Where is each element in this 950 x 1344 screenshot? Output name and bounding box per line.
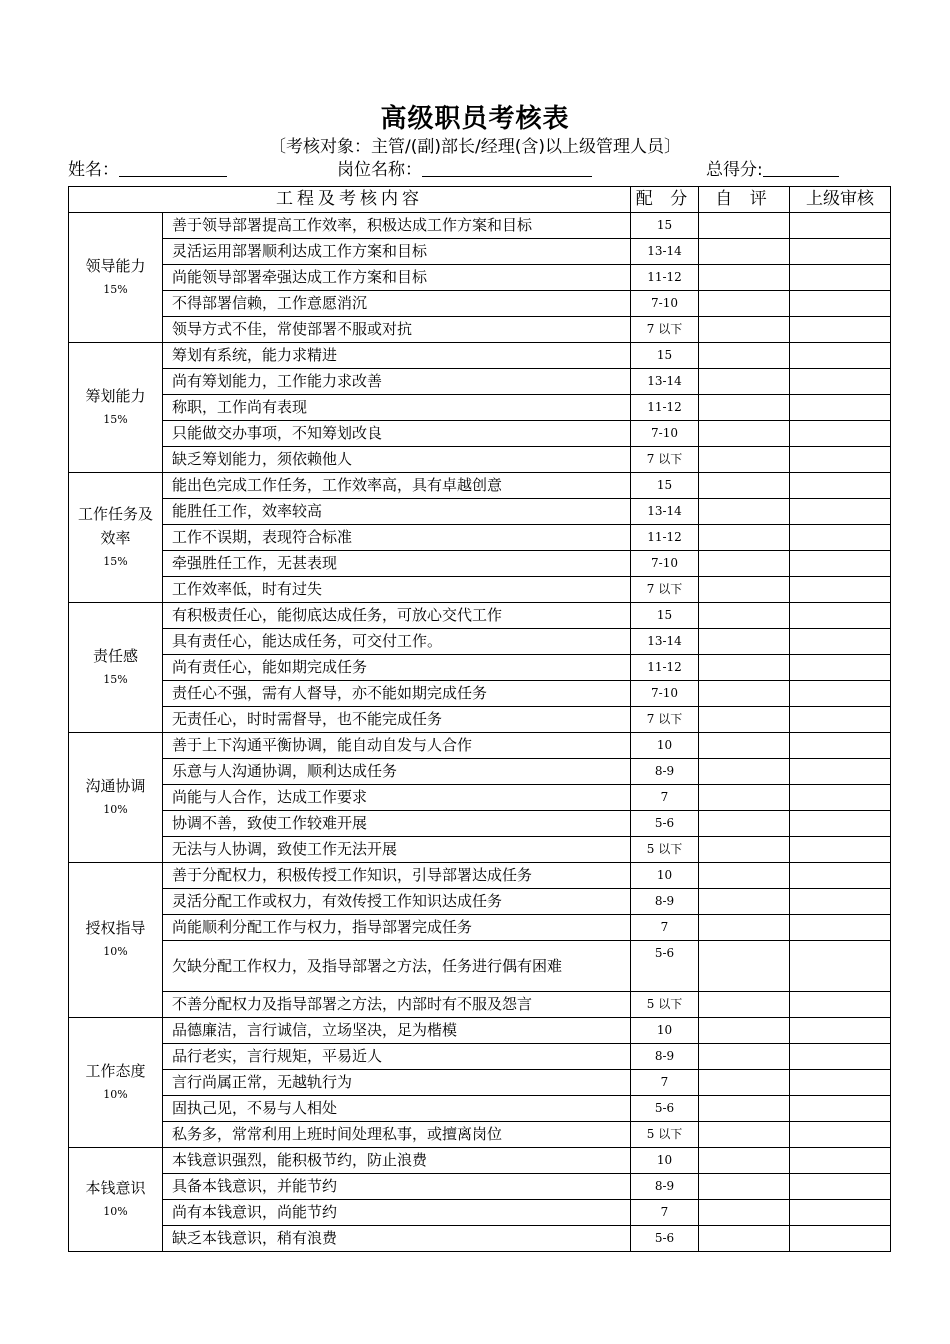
table-row <box>69 811 891 837</box>
score-cell: 11-12 <box>631 525 699 551</box>
criteria-text: 无责任心，时时需督导，也不能完成任务 <box>163 707 631 733</box>
table-row <box>69 707 891 733</box>
table-row <box>69 499 891 525</box>
superior-review-cell[interactable] <box>790 603 891 629</box>
self-eval-cell[interactable] <box>699 785 790 811</box>
criteria-text: 不善分配权力及指导部署之方法，内部时有不服及怨言 <box>163 992 631 1018</box>
table-row <box>69 941 891 992</box>
score-cell: 13-14 <box>631 239 699 265</box>
superior-review-cell[interactable] <box>790 421 891 447</box>
self-eval-cell[interactable] <box>699 369 790 395</box>
self-eval-cell[interactable] <box>699 343 790 369</box>
score-cell: 7-10 <box>631 291 699 317</box>
total-score-label: 总得分: <box>706 160 763 180</box>
category-name: 沟通协调 <box>85 776 146 795</box>
self-eval-cell[interactable] <box>699 1122 790 1148</box>
self-eval-cell[interactable] <box>699 889 790 915</box>
category-cell <box>69 603 163 733</box>
criteria-text: 尚有责任心，能如期完成任务 <box>163 655 631 681</box>
position-blank[interactable] <box>422 160 592 177</box>
superior-review-cell[interactable] <box>790 681 891 707</box>
criteria-text: 能出色完成工作任务，工作效率高，具有卓越创意 <box>163 473 631 499</box>
table-row <box>69 317 891 343</box>
score-cell: 7 <box>631 1200 699 1226</box>
self-eval-cell[interactable] <box>699 525 790 551</box>
score-cell: 5-6 <box>631 1096 699 1122</box>
score-cell: 10 <box>631 1018 699 1044</box>
score-cell: 11-12 <box>631 265 699 291</box>
score-cell: 10 <box>631 733 699 759</box>
superior-review-cell[interactable] <box>790 1226 891 1252</box>
table-row <box>69 343 891 369</box>
category-name: 工作任务及效率 <box>77 504 153 547</box>
superior-review-cell[interactable] <box>790 1200 891 1226</box>
score-cell: 7 以下 <box>631 577 699 603</box>
table-header-row <box>69 187 891 213</box>
self-eval-cell[interactable] <box>699 213 790 239</box>
self-eval-cell[interactable] <box>699 707 790 733</box>
criteria-text: 品德廉洁，言行诚信，立场坚决，足为楷模 <box>163 1018 631 1044</box>
criteria-text: 本钱意识强烈，能积极节约，防止浪费 <box>163 1148 631 1174</box>
total-score-field[interactable] <box>706 155 839 180</box>
criteria-text: 私务多，常常利用上班时间处理私事，或擅离岗位 <box>163 1122 631 1148</box>
name-label: 姓名： <box>68 160 119 180</box>
superior-review-cell[interactable] <box>790 1174 891 1200</box>
score-cell: 5 以下 <box>631 992 699 1018</box>
table-row <box>69 291 891 317</box>
table-row <box>69 447 891 473</box>
score-cell: 15 <box>631 213 699 239</box>
table-row <box>69 733 891 759</box>
table-row <box>69 369 891 395</box>
table-row <box>69 551 891 577</box>
criteria-text: 只能做交办事项，不知筹划改良 <box>163 421 631 447</box>
criteria-text: 尚有本钱意识，尚能节约 <box>163 1200 631 1226</box>
score-cell: 7 <box>631 1070 699 1096</box>
criteria-text: 灵活运用部署顺利达成工作方案和目标 <box>163 239 631 265</box>
table-row <box>69 1122 891 1148</box>
score-cell: 7 以下 <box>631 447 699 473</box>
superior-review-cell[interactable] <box>790 759 891 785</box>
superior-review-cell[interactable] <box>790 291 891 317</box>
total-score-blank[interactable] <box>763 160 839 177</box>
score-cell: 5-6 <box>631 941 699 992</box>
table-row <box>69 213 891 239</box>
superior-review-cell[interactable] <box>790 1122 891 1148</box>
superior-review-cell[interactable] <box>790 1070 891 1096</box>
name-field[interactable] <box>68 155 227 180</box>
self-eval-cell[interactable] <box>699 992 790 1018</box>
header-content: 工程及考核内容 <box>69 187 631 213</box>
criteria-text: 缺乏本钱意识，稍有浪费 <box>163 1226 631 1252</box>
self-eval-cell[interactable] <box>699 733 790 759</box>
category-weight: 15% <box>103 412 128 426</box>
self-eval-cell[interactable] <box>699 551 790 577</box>
score-cell: 10 <box>631 1148 699 1174</box>
table-row <box>69 1044 891 1070</box>
score-cell: 11-12 <box>631 395 699 421</box>
category-cell <box>69 473 163 603</box>
self-eval-cell[interactable] <box>699 499 790 525</box>
table-row <box>69 655 891 681</box>
criteria-text: 责任心不强，需有人督导，亦不能如期完成任务 <box>163 681 631 707</box>
category-cell <box>69 1018 163 1148</box>
criteria-text: 尚能与人合作，达成工作要求 <box>163 785 631 811</box>
superior-review-cell[interactable] <box>790 915 891 941</box>
criteria-text: 能胜任工作，效率较高 <box>163 499 631 525</box>
criteria-text: 工作不误期，表现符合标准 <box>163 525 631 551</box>
superior-review-cell[interactable] <box>790 577 891 603</box>
score-cell: 10 <box>631 863 699 889</box>
position-field[interactable] <box>337 155 592 180</box>
score-cell: 7 以下 <box>631 317 699 343</box>
table-row <box>69 1148 891 1174</box>
self-eval-cell[interactable] <box>699 681 790 707</box>
score-cell: 5 以下 <box>631 837 699 863</box>
superior-review-cell[interactable] <box>790 785 891 811</box>
superior-review-cell[interactable] <box>790 395 891 421</box>
criteria-text: 灵活分配工作或权力，有效传授工作知识达成任务 <box>163 889 631 915</box>
superior-review-cell[interactable] <box>790 317 891 343</box>
superior-review-cell[interactable] <box>790 863 891 889</box>
table-row <box>69 863 891 889</box>
score-cell: 7-10 <box>631 681 699 707</box>
criteria-text: 具有责任心，能达成任务，可交付工作。 <box>163 629 631 655</box>
table-row <box>69 915 891 941</box>
table-row <box>69 1174 891 1200</box>
table-row <box>69 603 891 629</box>
self-eval-cell[interactable] <box>699 447 790 473</box>
self-eval-cell[interactable] <box>699 473 790 499</box>
superior-review-cell[interactable] <box>790 1096 891 1122</box>
superior-review-cell[interactable] <box>790 629 891 655</box>
superior-review-cell[interactable] <box>790 811 891 837</box>
superior-review-cell[interactable] <box>790 1044 891 1070</box>
self-eval-cell[interactable] <box>699 1148 790 1174</box>
self-eval-cell[interactable] <box>699 317 790 343</box>
superior-review-cell[interactable] <box>790 525 891 551</box>
score-cell: 13-14 <box>631 369 699 395</box>
criteria-text: 称职，工作尚有表现 <box>163 395 631 421</box>
score-cell: 11-12 <box>631 655 699 681</box>
criteria-text: 领导方式不佳，常使部署不服或对抗 <box>163 317 631 343</box>
self-eval-cell[interactable] <box>699 1200 790 1226</box>
table-row <box>69 1096 891 1122</box>
table-row <box>69 473 891 499</box>
header-self-eval: 自 评 <box>699 187 790 213</box>
score-cell: 5-6 <box>631 1226 699 1252</box>
criteria-text: 工作效率低，时有过失 <box>163 577 631 603</box>
table-row <box>69 1070 891 1096</box>
superior-review-cell[interactable] <box>790 551 891 577</box>
table-row <box>69 265 891 291</box>
category-weight: 10% <box>103 1087 128 1101</box>
superior-review-cell[interactable] <box>790 707 891 733</box>
table-row <box>69 992 891 1018</box>
category-name: 责任感 <box>92 646 138 665</box>
category-weight: 15% <box>103 282 128 296</box>
score-cell: 13-14 <box>631 629 699 655</box>
self-eval-cell[interactable] <box>699 1174 790 1200</box>
score-cell: 7 <box>631 785 699 811</box>
table-row <box>69 239 891 265</box>
name-blank[interactable] <box>119 160 227 177</box>
table-row <box>69 421 891 447</box>
table-row <box>69 837 891 863</box>
self-eval-cell[interactable] <box>699 421 790 447</box>
superior-review-cell[interactable] <box>790 343 891 369</box>
criteria-text: 牵强胜任工作，无甚表现 <box>163 551 631 577</box>
category-cell <box>69 213 163 343</box>
superior-review-cell[interactable] <box>790 369 891 395</box>
superior-review-cell[interactable] <box>790 499 891 525</box>
score-cell: 7 以下 <box>631 707 699 733</box>
category-name: 筹划能力 <box>85 386 146 405</box>
self-eval-cell[interactable] <box>699 1226 790 1252</box>
self-eval-cell[interactable] <box>699 265 790 291</box>
category-weight: 15% <box>103 672 128 686</box>
table-row <box>69 577 891 603</box>
criteria-text: 缺乏筹划能力，须依赖他人 <box>163 447 631 473</box>
appraisal-table <box>68 186 891 1252</box>
score-cell: 15 <box>631 473 699 499</box>
self-eval-cell[interactable] <box>699 941 790 992</box>
self-eval-cell[interactable] <box>699 395 790 421</box>
category-name: 工作态度 <box>85 1061 146 1080</box>
table-row <box>69 785 891 811</box>
self-eval-cell[interactable] <box>699 1018 790 1044</box>
self-eval-cell[interactable] <box>699 759 790 785</box>
criteria-text: 善于分配权力，积极传授工作知识，引导部署达成任务 <box>163 863 631 889</box>
superior-review-cell[interactable] <box>790 992 891 1018</box>
category-name: 授权指导 <box>85 919 146 937</box>
self-eval-cell[interactable] <box>699 863 790 889</box>
table-row <box>69 759 891 785</box>
self-eval-cell[interactable] <box>699 837 790 863</box>
criteria-text: 尚能顺利分配工作与权力，指导部署完成任务 <box>163 915 631 941</box>
position-label: 岗位名称： <box>337 160 422 180</box>
self-eval-cell[interactable] <box>699 1070 790 1096</box>
score-cell: 7-10 <box>631 551 699 577</box>
criteria-text: 协调不善，致使工作较难开展 <box>163 811 631 837</box>
self-eval-cell[interactable] <box>699 915 790 941</box>
page-subtitle: 〔考核对象：主管/(副)部长/经理(含)以上级管理人员〕 <box>269 137 681 157</box>
superior-review-cell[interactable] <box>790 473 891 499</box>
self-eval-cell[interactable] <box>699 577 790 603</box>
table-row <box>69 629 891 655</box>
score-cell: 8-9 <box>631 759 699 785</box>
score-cell: 8-9 <box>631 1174 699 1200</box>
self-eval-cell[interactable] <box>699 629 790 655</box>
self-eval-cell[interactable] <box>699 291 790 317</box>
superior-review-cell[interactable] <box>790 1018 891 1044</box>
criteria-text: 无法与人协调，致使工作无法开展 <box>163 837 631 863</box>
criteria-text: 善于领导部署提高工作效率，积极达成工作方案和目标 <box>163 213 631 239</box>
superior-review-cell[interactable] <box>790 447 891 473</box>
table-row <box>69 1018 891 1044</box>
category-weight: 15% <box>103 554 128 568</box>
criteria-text: 具备本钱意识，并能节约 <box>163 1174 631 1200</box>
score-cell: 8-9 <box>631 889 699 915</box>
score-cell: 7 <box>631 915 699 941</box>
category-name: 领导能力 <box>85 256 146 275</box>
category-weight: 10% <box>103 802 128 816</box>
self-eval-cell[interactable] <box>699 239 790 265</box>
table-row <box>69 1226 891 1252</box>
category-name: 本钱意识 <box>85 1178 146 1197</box>
criteria-text: 不得部署信赖，工作意愿消沉 <box>163 291 631 317</box>
category-cell <box>69 733 163 863</box>
criteria-text: 善于上下沟通平衡协调，能自动自发与人合作 <box>163 733 631 759</box>
category-cell <box>69 1148 163 1252</box>
score-cell: 5 以下 <box>631 1122 699 1148</box>
table-row <box>69 889 891 915</box>
criteria-text: 尚能领导部署牵强达成工作方案和目标 <box>163 265 631 291</box>
criteria-text: 言行尚属正常，无越轨行为 <box>163 1070 631 1096</box>
superior-review-cell[interactable] <box>790 655 891 681</box>
self-eval-cell[interactable] <box>699 655 790 681</box>
criteria-text: 欠缺分配工作权力，及指导部署之方法，任务进行偶有困难 <box>163 941 631 992</box>
category-weight: 10% <box>103 945 128 958</box>
superior-review-cell[interactable] <box>790 889 891 915</box>
header-superior-review: 上级审核 <box>790 187 891 213</box>
superior-review-cell[interactable] <box>790 733 891 759</box>
page-title: 高级职员考核表 <box>380 104 570 134</box>
superior-review-cell[interactable] <box>790 837 891 863</box>
criteria-text: 乐意与人沟通协调，顺利达成任务 <box>163 759 631 785</box>
criteria-text: 筹划有系统，能力求精进 <box>163 343 631 369</box>
table-row <box>69 525 891 551</box>
superior-review-cell[interactable] <box>790 941 891 992</box>
criteria-text: 固执己见，不易与人相处 <box>163 1096 631 1122</box>
category-weight: 10% <box>103 1204 128 1218</box>
superior-review-cell[interactable] <box>790 239 891 265</box>
table-row <box>69 681 891 707</box>
self-eval-cell[interactable] <box>699 811 790 837</box>
criteria-text: 有积极责任心，能彻底达成任务，可放心交代工作 <box>163 603 631 629</box>
criteria-text: 品行老实，言行规矩，平易近人 <box>163 1044 631 1070</box>
superior-review-cell[interactable] <box>790 213 891 239</box>
table-body <box>69 213 891 1252</box>
self-eval-cell[interactable] <box>699 1096 790 1122</box>
table-row <box>69 1200 891 1226</box>
score-cell: 8-9 <box>631 1044 699 1070</box>
superior-review-cell[interactable] <box>790 265 891 291</box>
table-row <box>69 395 891 421</box>
header-score: 配 分 <box>631 187 699 213</box>
score-cell: 5-6 <box>631 811 699 837</box>
self-eval-cell[interactable] <box>699 603 790 629</box>
self-eval-cell[interactable] <box>699 1044 790 1070</box>
category-cell <box>69 343 163 473</box>
score-cell: 15 <box>631 603 699 629</box>
criteria-text: 尚有筹划能力，工作能力求改善 <box>163 369 631 395</box>
category-cell <box>69 863 163 1018</box>
score-cell: 13-14 <box>631 499 699 525</box>
score-cell: 7-10 <box>631 421 699 447</box>
superior-review-cell[interactable] <box>790 1148 891 1174</box>
score-cell: 15 <box>631 343 699 369</box>
